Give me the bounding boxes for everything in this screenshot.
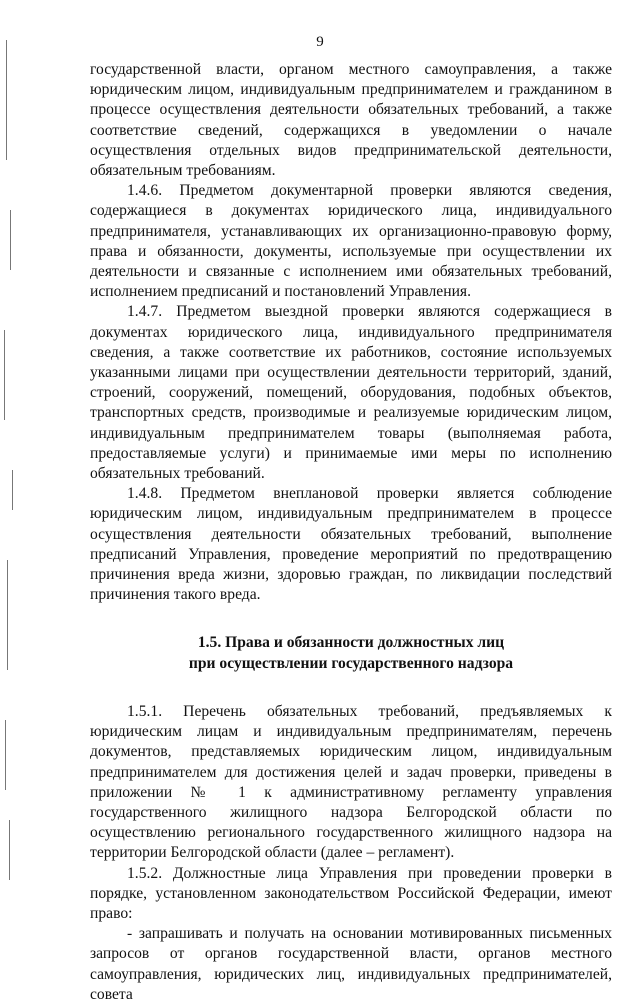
- document-body: [90, 60, 612, 1005]
- paragraph-1-5-2: 1.5.2. Должностные лица Управления при проведении проверки в порядке, установленном законодательством Российской Федерации, имеют право:: [90, 864, 612, 922]
- scan-margin-artifacts: [0, 0, 40, 905]
- paragraph-1-4-8: 1.4.8. Предметом внеплановой проверки является соблюдение юридическим лицом, индивидуальным предпринимателем в процессе осуществления деятельности обязательных требований, выполнение предписаний Управления, проведение мероприятий по предотвращению причинения вреда жизни, здоровью граждан, по ликвидации последствий причинения такого вреда.: [90, 485, 612, 604]
- section-heading: [90, 633, 612, 673]
- section-heading-line-2: при осуществлении государственного надзора: [188, 654, 514, 672]
- paragraph-1-5-1: 1.5.1. Перечень обязательных требований, предъявляемых к юридическим лицам и индивидуальным предпринимателям, перечень документов, представляемых юридическим лицом, индивидуальным предпринимателем для достижения целей и задач проверки, приведены в приложении № 1 к административному регламенту управления государственного жилищного надзора Белгородской области по осуществлению регионального государственного жилищного надзора на территории Белгородской области (далее – регламент).: [90, 702, 612, 862]
- paragraph-continuation: государственной власти, органом местного самоуправления, а также юридическим лицом, индивидуальным предпринимателем и гражданином в процессе осуществления деятельности обязательных требований, а также соответствие сведений, содержащихся в уведомлении о начале осуществления отдельных видов предпринимательской деятельности, обязательным требованиям.: [90, 61, 612, 180]
- paragraph-1-4-6: 1.4.6. Предметом документарной проверки являются сведения, содержащиеся в документах юридического лица, индивидуального предпринимателя, устанавливающих их организационно-правовую форму, права и обязанности, документы, используемые при осуществлении их деятельности и связанные с исполнением ими обязательных требований, исполнением предписаний и постановлений Управления.: [90, 182, 612, 301]
- page-number: 9: [316, 34, 324, 50]
- paragraph-1-4-7: 1.4.7. Предметом выездной проверки являются содержащиеся в документах юридического лица, индивидуального предпринимателя сведения, а также соответствие их работников, состояние используемых указанными лицами при осуществлении деятельности территорий, зданий, строений, сооружений, помещений, оборудования, подобных объектов, транспортных средств, производимые и реализуемые юридическим лицом, индивидуальным предпринимателем товары (выполняемая работа, предоставляемые услуги) и принимаемые ими меры по исполнению обязательных требований.: [90, 303, 612, 483]
- section-heading-line-1: 1.5. Права и обязанности должностных лиц: [197, 634, 505, 652]
- paragraph-rights-item: - запрашивать и получать на основании мотивированных письменных запросов от органов государственной власти, органов местного самоуправления, юридических лиц, индивидуальных предпринимателей, совета: [90, 925, 612, 1003]
